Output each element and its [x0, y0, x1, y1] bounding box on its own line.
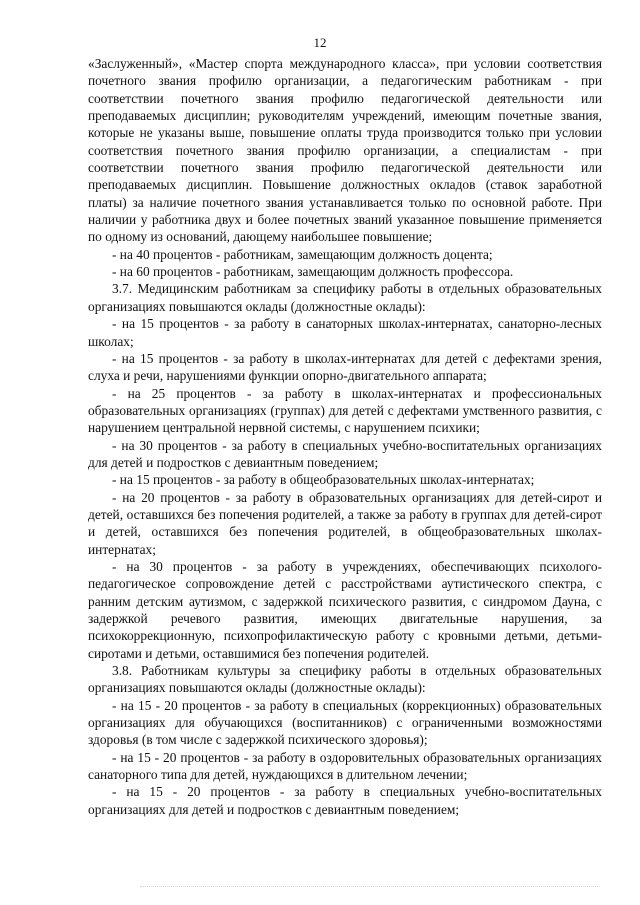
paragraph: - на 15 процентов - за работу в санаторных школах-интернатах, санаторно-лесных школах; — [88, 316, 602, 349]
paragraph: 3.8. Работникам культуры за специфику работы в отдельных образовательных организациях повышаются оклады (должностные оклады): — [88, 663, 602, 696]
paragraph: «Заслуженный», «Мастер спорта международного класса», при условии соответствия почетного звания профилю организации, а педагогическим работникам - при соответствии почетного звания профилю педагогической деятельности или преподаваемых дисциплин; руководителям учреждений, имеющим почетные звания, которые не указаны выше, повышение оплаты труда производится только при условии соответствия почетного звания профилю организации, а специалистам - при соответствии почетного звания профилю педагогической деятельности или преподаваемых дисциплин. Повышение должностных окладов (ставок заработной платы) за наличие почетного звания устанавливается только по основной работе. При наличии у работника двух и более почетных званий указанное повышение применяется по одному из оснований, дающему наибольшее повышение; — [88, 56, 602, 245]
document-body — [88, 55, 602, 818]
paragraph: - на 15 процентов - за работу в общеобразовательных школах-интернатах; — [112, 472, 535, 488]
paragraph: - на 25 процентов - за работу в школах-интернатах и профессиональных образовательных организациях (группах) для детей с дефектами умственного развития, с нарушением центральной нервной системы, с нарушением психики; — [88, 385, 602, 436]
paragraph: - на 15 - 20 процентов - за работу в специальных (коррекционных) образовательных организациях для обучающихся (воспитанников) с ограниченными возможностями здоровья (в том числе с задержкой психического здоровья); — [88, 697, 602, 748]
scan-footer-marks — [140, 886, 600, 888]
paragraph: - на 15 - 20 процентов - за работу в оздоровительных образовательных организациях санаторного типа для детей, нуждающихся в длительном лечении; — [88, 749, 602, 783]
page-number: 12 — [313, 35, 327, 50]
paragraph: - на 20 процентов - за работу в образовательных организациях для детей-сирот и детей, оставшихся без попечения родителей, а также за работу в группах для детей-сирот и детей, оставшихся без попечения родителей, в общеобразовательных школах-интернатах; — [88, 489, 602, 557]
paragraph: - на 15 - 20 процентов - за работу в специальных учебно-воспитательных организациях для детей и подростков с девиантным поведением; — [88, 784, 602, 817]
paragraph: - на 30 процентов - за работу в специальных учебно-воспитательных организациях для детей и подростков с девиантным поведением; — [88, 437, 602, 470]
paragraph: 3.7. Медицинским работникам за специфику работы в отдельных образовательных организациях повышаются оклады (должностные оклады): — [88, 281, 602, 314]
paragraph: - на 40 процентов - работникам, замещающим должность доцента; — [112, 246, 493, 262]
paragraph: - на 30 процентов - за работу в учреждениях, обеспечивающих психолого-педагогическое сопровождение детей с расстройствами аутистического спектра, с ранним детским аутизмом, с задержкой психического развития, с синдромом Дауна, с задержкой речевого развития, имеющих двигательные нарушения, за психокоррекционную, психопрофилактическую работу с кровными детьми, детьми-сиротами и детьми, оставшимися без попечения родителей. — [88, 558, 602, 661]
paragraph: - на 60 процентов - работникам, замещающим должность профессора. — [112, 264, 514, 280]
paragraph: - на 15 процентов - за работу в школах-интернатах для детей с дефектами зрения, слуха и речи, нарушениями функции опорно-двигательного аппарата; — [88, 350, 602, 384]
